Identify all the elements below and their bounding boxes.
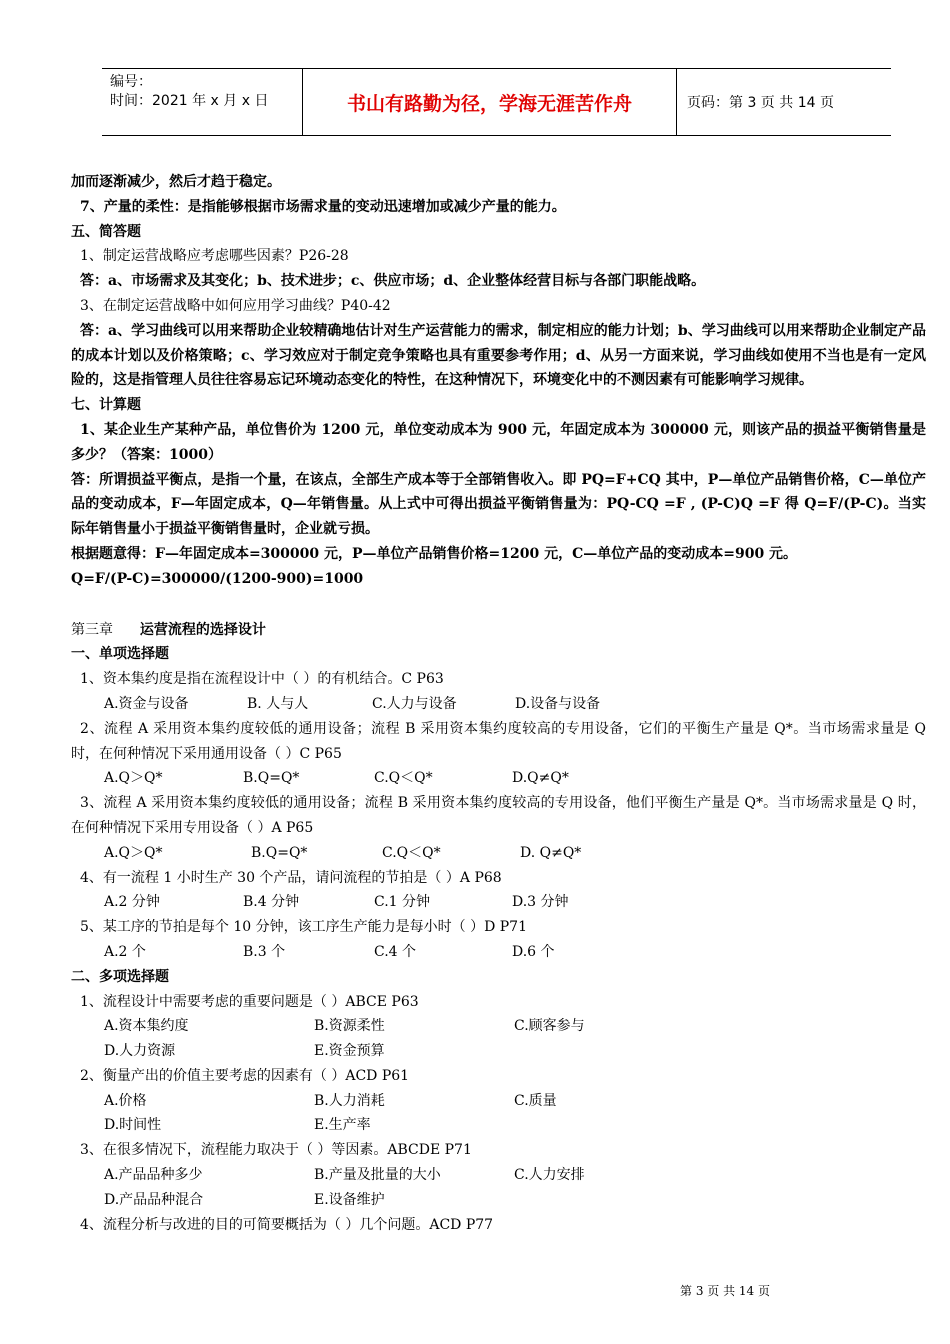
option: C.质量 (514, 1092, 557, 1109)
option: C.人力安排 (514, 1167, 585, 1184)
question: 4、有一流程 1 小时生产 30 个产品，请问流程的节拍是（ ）A P68 (80, 869, 502, 886)
question: 4、流程分析与改进的目的可简要概括为（ ）几个问题。ACD P77 (80, 1216, 494, 1233)
question: 1、某企业生产某种产品，单位售价为 1200 元，单位变动成本为 900 元，年固定成本为 300000 元，则该产品的损益平衡销售量是多少？（答案：1000） (71, 421, 926, 463)
options-row (71, 766, 926, 791)
option: A.产品品种多少 (104, 1167, 203, 1184)
option: D.6 个 (512, 943, 555, 960)
question: 2、衡量产出的价值主要考虑的因素有（ ）ACD P61 (80, 1067, 410, 1084)
section-heading: 五、简答题 (71, 223, 141, 240)
option: B.4 分钟 (243, 894, 300, 911)
question: 1、制定运营战略应考虑哪些因素？P26-28 (80, 248, 349, 265)
option: D.人力资源 (104, 1043, 176, 1060)
text-line: 加而逐渐减少，然后才趋于稳定。 (71, 174, 281, 190)
option: C.人力与设备 (372, 695, 457, 712)
answer: Q=F/(P-C)=300000/(1200-900)=1000 (71, 570, 364, 587)
option: C.Q＜Q* (374, 770, 433, 787)
answer: 答：所谓损益平衡点，是指一个量，在该点，全部生产成本等于全部销售收入。即 PQ=F+CQ 其中，P—单位产品销售价格，C—单位产品的变动成本，F—年固定成本，Q—年销售量。从上式中可得出损益平衡销售量为：PQ-CQ =F , (P-C)Q =F 得 Q=F/(P-C)。当实际年销售量小于损益平衡销售量时，企业就亏损。 (71, 471, 926, 538)
option: A.资本集约度 (104, 1018, 189, 1035)
text-line: 7、产量的柔性：是指能够根据市场需求量的变动迅速增加或减少产量的能力。 (80, 198, 566, 215)
question: 3、在制定运营战略中如何应用学习曲线？P40-42 (80, 297, 391, 314)
options-row (71, 890, 926, 915)
question: 2、流程 A 采用资本集约度较低的通用设备；流程 B 采用资本集约度较高的专用设备，它们的平衡生产量是 Q*。当市场需求量是 Q 时，在何种情况下采用通用设备（ ）C P65 (71, 720, 926, 762)
chapter-number: 第三章 (71, 621, 113, 638)
doc-date: 时间：2021 年 x 月 x 日 (110, 93, 269, 109)
page-footer: 第 3 页 共 14 页 (680, 1284, 770, 1298)
option: E.生产率 (314, 1117, 371, 1134)
question: 3、在很多情况下，流程能力取决于（ ）等因素。ABCDE P71 (80, 1142, 472, 1159)
options-row (71, 940, 926, 965)
section-heading: 七、计算题 (71, 397, 141, 414)
option: D.3 分钟 (512, 894, 569, 911)
options-row (71, 841, 926, 866)
option: D.产品品种混合 (104, 1191, 204, 1208)
option: E.设备维护 (314, 1191, 385, 1208)
header-motto: 书山有路勤为径，学海无涯苦作舟 (303, 69, 677, 135)
option: A.价格 (104, 1092, 147, 1109)
option: D.Q≠Q* (512, 770, 569, 787)
option: C.4 个 (374, 943, 417, 960)
option: C.1 分钟 (374, 894, 431, 911)
header-page-code: 页码：第 3 页 共 14 页 (687, 95, 834, 111)
options-row (71, 1014, 926, 1039)
chapter-title (71, 618, 926, 643)
option: A.Q＞Q* (104, 844, 163, 861)
answer: 答：a、市场需求及其变化；b、技术进步；c、供应市场；d、企业整体经营目标与各部门职能战略。 (80, 273, 706, 290)
option: A.Q＞Q* (104, 770, 163, 787)
header-meta (102, 69, 303, 135)
option: E.资金预算 (314, 1043, 385, 1060)
option: B.3 个 (243, 943, 286, 960)
question: 1、流程设计中需要考虑的重要问题是（ ）ABCE P63 (80, 993, 419, 1010)
options-row (71, 1089, 926, 1114)
question: 3、流程 A 采用资本集约度较低的通用设备；流程 B 采用资本集约度较高的专用设备，他们平衡生产量是 Q*。当市场需求量是 Q 时，在何种情况下采用专用设备（ ）A P65 (71, 795, 926, 836)
options-row (71, 1163, 926, 1188)
option: A.2 个 (104, 943, 146, 960)
option: B.Q=Q* (251, 844, 308, 861)
option: B.Q=Q* (243, 770, 300, 787)
document-body (71, 170, 926, 1237)
option: C.顾客参与 (514, 1018, 585, 1035)
option: B. 人与人 (247, 695, 309, 712)
options-row (71, 1113, 926, 1138)
question: 1、资本集约度是指在流程设计中（ ）的有机结合。C P63 (80, 671, 444, 688)
option: B.产量及批量的大小 (314, 1167, 441, 1184)
option: D.时间性 (104, 1117, 162, 1134)
options-row (71, 692, 926, 717)
option: B.资源柔性 (314, 1018, 385, 1035)
option: A.2 分钟 (104, 894, 160, 911)
option: A.资金与设备 (104, 695, 189, 712)
doc-number: 编号： (110, 74, 152, 90)
chapter-name: 运营流程的选择设计 (139, 621, 266, 638)
question: 5、某工序的节拍是每个 10 分钟，该工序生产能力是每小时（ ）D P71 (80, 919, 527, 936)
option: B.人力消耗 (314, 1092, 385, 1109)
option: D. Q≠Q* (520, 844, 582, 861)
options-row (71, 1188, 926, 1213)
option: C.Q＜Q* (382, 844, 441, 861)
option: D.设备与设备 (515, 695, 601, 712)
section-heading: 二、多项选择题 (71, 968, 169, 985)
answer: 根据题意得：F—年固定成本=300000 元，P—单位产品销售价格=1200 元，C—单位产品的变动成本=900 元。 (71, 545, 798, 562)
answer: 答：a、学习曲线可以用来帮助企业较精确地估计对生产运营能力的需求，制定相应的能力计划；b、学习曲线可以用来帮助企业制定产品的成本计划以及价格策略；c、学习效应对于制定竞争策略也具有重要参考作用；d、从另一方面来说，学习曲线如使用不当也是有一定风险的，这是指管理人员往往容易忘记环境动态变化的特性，在这种情况下，环境变化中的不测因素有可能影响学习规律。 (71, 322, 926, 389)
document-header (102, 68, 891, 136)
section-heading: 一、单项选择题 (71, 646, 169, 663)
options-row (71, 1039, 926, 1064)
